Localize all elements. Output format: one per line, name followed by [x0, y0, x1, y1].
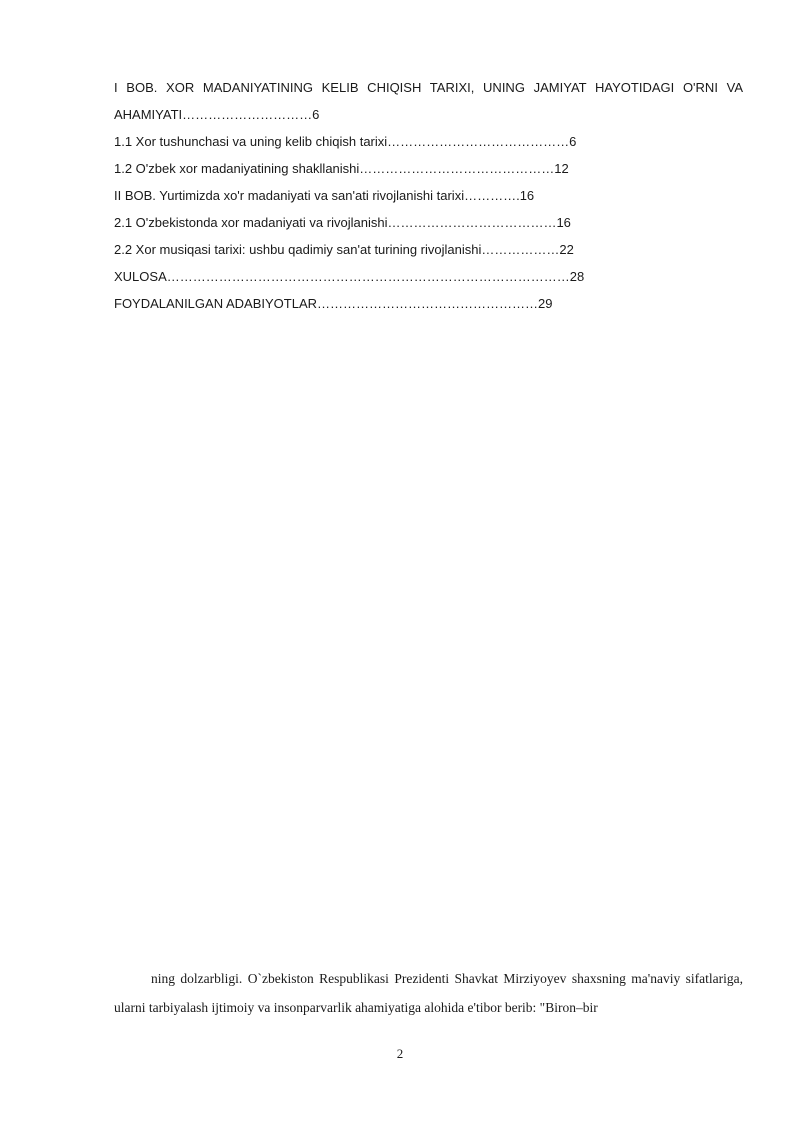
toc-entry-2-1: 2.1 O'zbekistonda xor madaniyati va rivojlanishi…………………………………16 — [114, 215, 571, 230]
toc-entry-2-2: 2.2 Xor musiqasi tarixi: ushbu qadimiy san'at turining rivojlanishi………………22 — [114, 242, 574, 257]
toc-entry-conclusion: XULOSA…………………………………………………………………………………28 — [114, 269, 585, 284]
body-paragraph: ning dolzarbligi. O`zbekiston Respublikasi Prezidenti Shavkat Mirziyoyev shaxsning ma'naviy sifatlariga, ularni tarbiyalash ijtimoiy va insonparvarlik ahamiyatiga alohida e'tibor berib: "Biron–bir — [114, 971, 743, 1015]
toc-entry-references: FOYDALANILGAN ADABIYOTLAR……………………………………………29 — [114, 296, 553, 311]
toc-entry-chapter-1: I BOB. XOR MADANIYATINING KELIB CHIQISH TARIXI, UNING JAMIYAT HAYOTIDAGI O'RNI VA AHAMIYATI…………………………6 — [114, 80, 743, 122]
page-number: 2 — [396, 1046, 404, 1061]
toc-entry-chapter-2: II BOB. Yurtimizda xo'r madaniyati va san'ati rivojlanishi tarixi………….16 — [114, 188, 535, 203]
toc-entry-1-2: 1.2 O'zbek xor madaniyatining shakllanishi………………………………………12 — [114, 161, 569, 176]
table-of-contents — [114, 74, 743, 317]
toc-entry-1-1: 1.1 Xor tushunchasi va uning kelib chiqish tarixi……………………………………6 — [114, 134, 577, 149]
